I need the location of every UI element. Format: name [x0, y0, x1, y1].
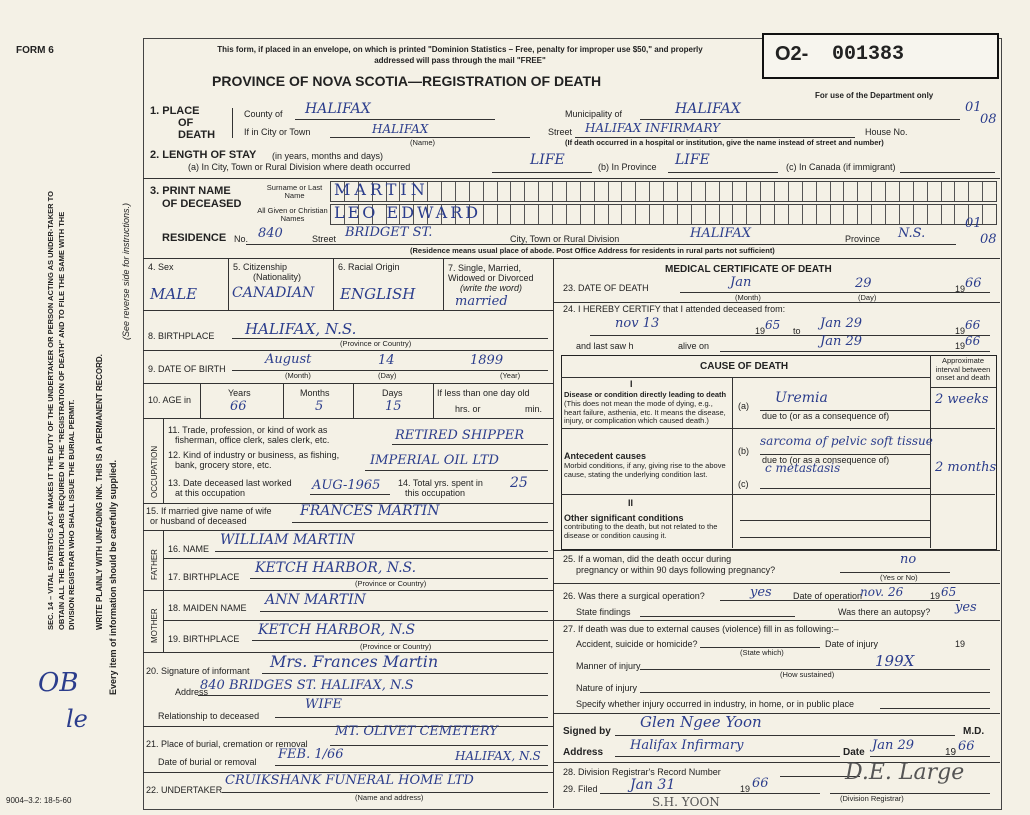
- father-mid: [163, 558, 553, 559]
- external-label: 27. If death was due to external causes (violence) fill in as following:–: [563, 624, 839, 634]
- racial-value: ENGLISH: [340, 285, 416, 303]
- address2-value: Halifax Infirmary: [630, 738, 744, 753]
- house-label: House No.: [865, 127, 908, 137]
- death-month-caption: (Month): [735, 293, 761, 302]
- length-of-stay-label: 2. LENGTH OF STAY: [150, 149, 257, 161]
- age-min: min.: [525, 404, 543, 414]
- row23-bottom: [553, 302, 1000, 303]
- sec3-top: [143, 178, 1000, 179]
- medical-title: MEDICAL CERTIFICATE OF DEATH: [665, 264, 832, 275]
- stay-province-label: (b) In Province: [598, 162, 657, 172]
- interval-header-line: [930, 387, 996, 388]
- residence-no-value: 840: [258, 226, 283, 241]
- burial-line: [330, 745, 548, 746]
- sign-date-line: [870, 756, 990, 757]
- autopsy-value: yes: [955, 600, 977, 615]
- given-names-value: LEO EDWARD: [334, 203, 482, 222]
- dob-day-caption: (Day): [378, 371, 397, 380]
- trade-sub: fisherman, office clerk, sales clerk, etc.: [175, 435, 330, 445]
- record-number-label: 28. Division Registrar's Record Number: [563, 767, 721, 777]
- signed-line: [615, 735, 955, 736]
- informant-address-label: Address: [175, 687, 209, 697]
- autopsy-label: Was there an autopsy?: [838, 607, 931, 617]
- surgery-label: 26. Was there a surgical operation?: [563, 591, 705, 601]
- registrar-caption: (Division Registrar): [840, 794, 904, 803]
- attended-from: nov 13: [615, 316, 660, 331]
- mother-bp-caption: (Province or Country): [360, 642, 432, 651]
- birthplace-caption: (Province or Country): [340, 339, 412, 348]
- father-label: FATHER: [150, 549, 159, 580]
- manner-caption: (How sustained): [780, 670, 835, 679]
- attended-from-yr: 65: [765, 318, 781, 332]
- age-div-4: [433, 383, 434, 418]
- findings-label: State findings: [576, 607, 631, 617]
- surname-cells: [330, 181, 997, 202]
- death-day-caption: (Day): [858, 293, 877, 302]
- surname-label: Surname or Last Name: [266, 183, 323, 200]
- dob-year: 1899: [470, 353, 504, 368]
- row26-bottom: [553, 620, 1000, 621]
- other-note: contributing to the death, but not related to the disease or condition causing it.: [564, 522, 718, 540]
- industry-sub: bank, grocery store, etc.: [175, 460, 272, 470]
- industry-label: 12. Kind of industry or business, as fishing,: [168, 450, 340, 460]
- occupation-divider: [163, 418, 164, 503]
- father-name-line: [215, 551, 548, 552]
- registrar-signature: D.E. Large: [845, 760, 965, 785]
- county-value: HALIFAX: [305, 101, 371, 117]
- citizenship-value: CANADIAN: [232, 285, 315, 301]
- lastworked-value: AUG-1965: [312, 478, 381, 493]
- citizenship-sub: (Nationality): [253, 272, 302, 282]
- place-of-death-label: 1. PLACE: [150, 105, 200, 117]
- mother-bp-value: KETCH HARBOR, N.S: [258, 622, 416, 638]
- residence-note: (Residence means usual place of abode. Post Office Address for residents in rural parts not sufficient): [410, 246, 775, 255]
- opdate-label: Date of operation: [793, 591, 863, 601]
- spouse-sub: or husband of deceased: [150, 516, 247, 526]
- given-names-label: All Given or Christian Names: [257, 206, 328, 223]
- dob-month-caption: (Month): [285, 371, 311, 380]
- age-days-label: Days: [382, 388, 403, 398]
- roman-1: I: [630, 379, 633, 389]
- dob-month: August: [265, 352, 312, 367]
- age-months-value: 5: [315, 399, 324, 414]
- residence-no-label: No.: [234, 234, 249, 244]
- hospital-note: (If death occurred in a hospital or institution, give the name instead of street and number): [565, 138, 884, 147]
- antecedent-label: Antecedent causes: [564, 451, 647, 461]
- code-1: 01: [965, 100, 982, 115]
- disease-note: (This does not mean the mode of dying, e.g., heart failure, asthenia, etc. It means the disease, injury, or complication which caused death.): [564, 399, 726, 425]
- age-div-2: [283, 383, 284, 418]
- spouse-value: FRANCES MARTIN: [300, 503, 440, 519]
- surgery-value: yes: [750, 585, 772, 600]
- stay-canada-label: (c) In Canada (if immigrant): [786, 162, 896, 172]
- father-name-label: 16. NAME: [168, 544, 210, 554]
- age-div-3: [353, 383, 354, 418]
- place-of-death-label-2: OF: [178, 117, 194, 129]
- residence-province-label: Province: [845, 234, 881, 244]
- lastseen-yr: 66: [965, 334, 981, 348]
- father-bp-label: 17. BIRTHPLACE: [168, 572, 240, 582]
- specify-line: [880, 708, 990, 709]
- undertaker-label: 22. UNDERTAKER: [146, 785, 223, 795]
- sign-date-value: Jan 29: [872, 738, 915, 753]
- father-bottom: [143, 590, 553, 591]
- age-div-1: [200, 383, 201, 418]
- pregnancy-caption: (Yes or No): [880, 573, 918, 582]
- pregnancy-label: 25. If a woman, did the death occur during: [563, 554, 732, 564]
- informant-label: 20. Signature of informant: [146, 666, 250, 676]
- residence-label: RESIDENCE: [162, 232, 227, 244]
- side-instructions-4: (See reverse side for instructions.): [121, 202, 131, 340]
- attended-line: [590, 335, 990, 336]
- signed-value: Glen Ngee Yoon: [640, 713, 762, 731]
- md-label: M.D.: [963, 726, 985, 737]
- form-title: PROVINCE OF NOVA SCOTIA—REGISTRATION OF DEATH: [212, 73, 602, 89]
- age-lessday: If less than one day old: [437, 388, 530, 398]
- lastseen-19: 19: [955, 341, 966, 351]
- marital-sub: (write the word): [460, 283, 523, 293]
- spouse-line: [292, 522, 548, 523]
- age-label: 10. AGE in: [148, 395, 192, 405]
- injury-date-19: 19: [955, 639, 966, 649]
- cause-c-bottom: [561, 494, 995, 495]
- spouse-label: 15. If married give name of wife: [146, 506, 272, 516]
- age-days-value: 15: [385, 399, 402, 414]
- opdate-year: 65: [941, 585, 957, 599]
- age-hrs: hrs. or: [455, 404, 481, 414]
- attended-to-label: to: [793, 326, 801, 336]
- roman-2: II: [628, 498, 634, 508]
- filed-value: Jan 31: [630, 777, 676, 793]
- pregnancy-value: no: [900, 552, 917, 567]
- mother-bp-label: 19. BIRTHPLACE: [168, 634, 240, 644]
- address2-line: [615, 756, 840, 757]
- other-line-2: [740, 537, 930, 538]
- address2-label: Address: [563, 747, 604, 758]
- margin-note-1: OB: [38, 668, 79, 698]
- county-label: County of: [244, 109, 283, 119]
- city-value: HALIFAX: [372, 122, 429, 136]
- code-2b: 08: [980, 232, 997, 247]
- industry-line: [365, 470, 548, 471]
- stamp-name: S.H. YOON: [652, 795, 720, 809]
- sign-year: 66: [958, 739, 975, 754]
- informant-value: Mrs. Frances Martin: [270, 652, 439, 671]
- cause-b-label: (b): [738, 446, 749, 456]
- form-code: 9004–3.2: 18-5-60: [6, 796, 72, 805]
- place-of-death-label-3: DEATH: [178, 129, 216, 141]
- other-line-1: [740, 520, 930, 521]
- manner-value: 199X: [875, 652, 915, 670]
- cause-interval-divider: [930, 355, 931, 548]
- trade-line: [392, 444, 548, 445]
- side-instructions-3: Every item of information should be carefully supplied.: [108, 459, 118, 695]
- department-use: For use of the Department only: [815, 91, 934, 100]
- lastseen-line: [720, 351, 990, 352]
- row8-bottom: [143, 350, 553, 351]
- age-years-label: Years: [228, 388, 251, 398]
- accident-caption: (State which): [740, 648, 784, 657]
- mother-bp-line: [252, 640, 548, 641]
- mother-divider: [163, 590, 164, 652]
- municipality-value: HALIFAX: [675, 101, 741, 117]
- burial-value: MT. OLIVET CEMETERY: [335, 724, 498, 739]
- filed-19: 19: [740, 784, 751, 794]
- birthplace-label: 8. BIRTHPLACE: [148, 331, 215, 341]
- divider-citizenship: [333, 258, 334, 310]
- filed-yr: 66: [752, 776, 769, 791]
- side-instructions-2: WRITE PLAINLY WITH UNFADING INK. THIS IS A PERMANENT RECORD.: [95, 354, 104, 630]
- row4-bottom: [143, 310, 553, 311]
- stay-province-line: [668, 172, 778, 173]
- undertaker-caption: (Name and address): [355, 793, 424, 802]
- informant-address-value: 840 BRIDGES ST. HALIFAX, N.S: [200, 678, 414, 693]
- form-label: FORM 6: [16, 45, 54, 56]
- attended-label: 24. I HEREBY CERTIFY that I attended deceased from:: [563, 304, 786, 314]
- lastseen-label: and last saw h: [576, 341, 634, 351]
- lastseen-value: Jan 29: [820, 334, 863, 349]
- mail-note: This form, if placed in an envelope, on which is printed "Dominion Statistics – Free, penalty for improper use $50," and properly addressed will pass through the mail "FREE": [217, 45, 703, 65]
- findings-line: [640, 616, 795, 617]
- age-months-label: Months: [300, 388, 330, 398]
- undertaker-value: CRUIKSHANK FUNERAL HOME LTD: [225, 773, 474, 788]
- bracket-1: [232, 108, 239, 138]
- code-1b: 08: [980, 112, 997, 127]
- cause-c-label: (c): [738, 479, 749, 489]
- sign-19: 19: [945, 747, 957, 758]
- mother-mid: [163, 620, 553, 621]
- date-label: Date: [843, 747, 865, 758]
- relationship-label: Relationship to deceased: [158, 711, 260, 721]
- stay-city-label: (a) In City, Town or Rural Division where death occurred: [188, 162, 411, 172]
- residence-city-label: City, Town or Rural Division: [510, 234, 620, 244]
- stay-city-value: LIFE: [530, 152, 565, 168]
- dob-label: 9. DATE OF BIRTH: [148, 364, 226, 374]
- approx-interval: Approximate interval between onset and death: [935, 356, 991, 382]
- cause-a-bottom: [561, 428, 995, 429]
- cause-b-value: sarcoma of pelvic soft tissue: [760, 434, 933, 448]
- death-19: 19: [955, 284, 966, 294]
- due-b: due to (or as a consequence of): [762, 455, 890, 465]
- pregnancy-sub: pregnancy or within 90 days following pregnancy?: [576, 565, 776, 575]
- residence-street-label: Street: [312, 234, 337, 244]
- mother-name-line: [260, 611, 548, 612]
- lastseen-alive: alive on: [678, 341, 710, 351]
- lastworked-label: 13. Date deceased last worked: [168, 478, 292, 488]
- cause-b2-value: c metastasis: [765, 461, 841, 475]
- father-divider: [163, 530, 164, 590]
- left-right-divider: [553, 258, 554, 808]
- row25-bottom: [553, 583, 1000, 584]
- cause-bottom: [553, 550, 1000, 551]
- residence-street-value: BRIDGET ST.: [345, 225, 433, 240]
- burial-date-line: [275, 765, 548, 766]
- margin-note-2: le: [66, 705, 88, 733]
- code-2: 01: [965, 216, 982, 231]
- length-of-stay-note: (in years, months and days): [272, 151, 384, 161]
- specify-label: Specify whether injury occurred in industry, in home, or in public place: [576, 699, 854, 709]
- totalyrs-label: 14. Total yrs. spent in: [398, 478, 483, 488]
- nature-line: [640, 692, 990, 693]
- signed-label: Signed by: [563, 726, 611, 737]
- injury-date-label: Date of injury: [825, 639, 879, 649]
- lastworked-sub: at this occupation: [175, 488, 246, 498]
- interval-a-value: 2 weeks: [935, 392, 989, 407]
- residence-province-value: N.S.: [898, 226, 926, 241]
- informant-line: [262, 673, 548, 674]
- residence-city-value: HALIFAX: [690, 226, 752, 241]
- burial-date-label: Date of burial or removal: [158, 757, 257, 767]
- marital-value: married: [455, 294, 508, 309]
- row27-bottom: [553, 713, 1000, 714]
- registration-prefix: O2-: [775, 43, 809, 65]
- filed-line: [600, 793, 820, 794]
- registration-number: 001383: [832, 43, 905, 66]
- opdate-19: 19: [930, 591, 941, 601]
- city-label: If in City or Town: [244, 127, 311, 137]
- divider-sex: [228, 258, 229, 310]
- relationship-value: WIFE: [305, 697, 343, 712]
- cause-c-line: [760, 488, 930, 489]
- surname-value: MARTIN: [334, 180, 429, 199]
- stay-province-value: LIFE: [675, 152, 710, 168]
- attended-from-19: 19: [755, 326, 766, 336]
- death-line: [680, 292, 990, 293]
- trade-label: 11. Trade, profession, or kind of work as: [168, 425, 328, 435]
- row10-bottom: [143, 418, 553, 419]
- attended-to-19: 19: [955, 326, 966, 336]
- cause-a-label: (a): [738, 401, 749, 411]
- print-name-label-2: OF DECEASED: [162, 198, 242, 210]
- death-month: Jan: [730, 275, 752, 290]
- sec4-top: [143, 258, 1000, 259]
- occupation-label: OCCUPATION: [150, 445, 159, 498]
- disease-label: Disease or condition directly leading to death: [564, 390, 727, 399]
- print-name-label: 3. PRINT NAME: [150, 185, 231, 197]
- father-bp-value: KETCH HARBOR, N.S.: [255, 560, 417, 576]
- burial-label: 21. Place of burial, cremation or removal: [146, 739, 308, 749]
- due-a: due to (or as a consequence of): [762, 411, 890, 421]
- death-date-label: 23. DATE OF DEATH: [563, 283, 649, 293]
- municipality-label: Municipality of: [565, 109, 623, 119]
- death-year: 66: [965, 276, 982, 291]
- trade-value: RETIRED SHIPPER: [395, 428, 525, 443]
- stay-city-line: [492, 172, 592, 173]
- informant-address-line: [198, 695, 548, 696]
- burial-date-value: FEB. 1/66: [278, 747, 344, 762]
- accident-label: Accident, suicide or homicide?: [576, 639, 698, 649]
- antecedent-note: Morbid conditions, if any, giving rise to the above cause, stating the underlying condition last.: [564, 461, 726, 479]
- relationship-line: [275, 717, 548, 718]
- citizenship-label: 5. Citizenship: [233, 262, 288, 272]
- dob-year-caption: (Year): [500, 371, 521, 380]
- totalyrs-value: 25: [510, 475, 528, 491]
- county-line: [295, 119, 495, 120]
- row9-bottom: [143, 383, 553, 384]
- surgery-line: [720, 600, 960, 601]
- municipality-line: [640, 119, 960, 120]
- father-bp-caption: (Province or Country): [355, 579, 427, 588]
- racial-label: 6. Racial Origin: [338, 262, 400, 272]
- marital-label: 7. Single, Married, Widowed or Divorced: [448, 263, 534, 283]
- residence-line: [246, 244, 956, 245]
- lastworked-line: [310, 494, 390, 495]
- city-name-caption: (Name): [410, 138, 436, 147]
- age-years-value: 66: [230, 399, 247, 414]
- stay-canada-line: [900, 172, 995, 173]
- cause-header-line: [561, 377, 930, 378]
- interval-b-value: 2 months: [935, 460, 997, 475]
- other-label: Other significant conditions: [564, 513, 684, 523]
- mother-label: MOTHER: [150, 608, 159, 643]
- cause-label-divider: [732, 377, 733, 548]
- cause-title: CAUSE OF DEATH: [700, 361, 789, 372]
- manner-label: Manner of injury: [576, 661, 641, 671]
- sex-label: 4. Sex: [148, 262, 174, 272]
- nature-label: Nature of injury: [576, 683, 638, 693]
- dob-day: 14: [378, 353, 395, 368]
- death-day: 29: [855, 276, 872, 291]
- filed-label: 29. Filed: [563, 784, 598, 794]
- sex-value: MALE: [150, 285, 198, 303]
- divider-racial: [443, 258, 444, 310]
- side-instructions-1: SEC. 14 – VITAL STATISTICS ACT MAKES IT THE DUTY OF THE UNDERTAKER OR PERSON ACTING AS UNDER-TAKER TO OBTAIN ALL THE PARTICULARS REQUIRED IN THE "REGISTRATION OF DEATH" AND TO FILE THE SAME WITH THE DIVISION REGISTRAR WHO SHALL ISSUE THE BURIAL PERMIT.: [46, 191, 76, 630]
- street-label: Street: [548, 127, 573, 137]
- industry-value: IMPERIAL OIL LTD: [370, 453, 499, 468]
- attended-to: Jan 29: [820, 316, 863, 331]
- totalyrs-sub: this occupation: [405, 488, 466, 498]
- mother-name-value: ANN MARTIN: [265, 592, 366, 608]
- birthplace-value: HALIFAX, N.S.: [245, 320, 357, 338]
- street-value: HALIFAX INFIRMARY: [585, 121, 721, 135]
- mother-name-label: 18. MAIDEN NAME: [168, 603, 247, 613]
- opdate-value: nov. 26: [860, 585, 904, 599]
- burial-place-value: HALIFAX, N.S: [455, 749, 541, 763]
- cause-a-value: Uremia: [775, 390, 828, 406]
- row15-bottom: [143, 530, 553, 531]
- father-name-value: WILLIAM MARTIN: [220, 532, 355, 548]
- attended-to-yr: 66: [965, 318, 981, 332]
